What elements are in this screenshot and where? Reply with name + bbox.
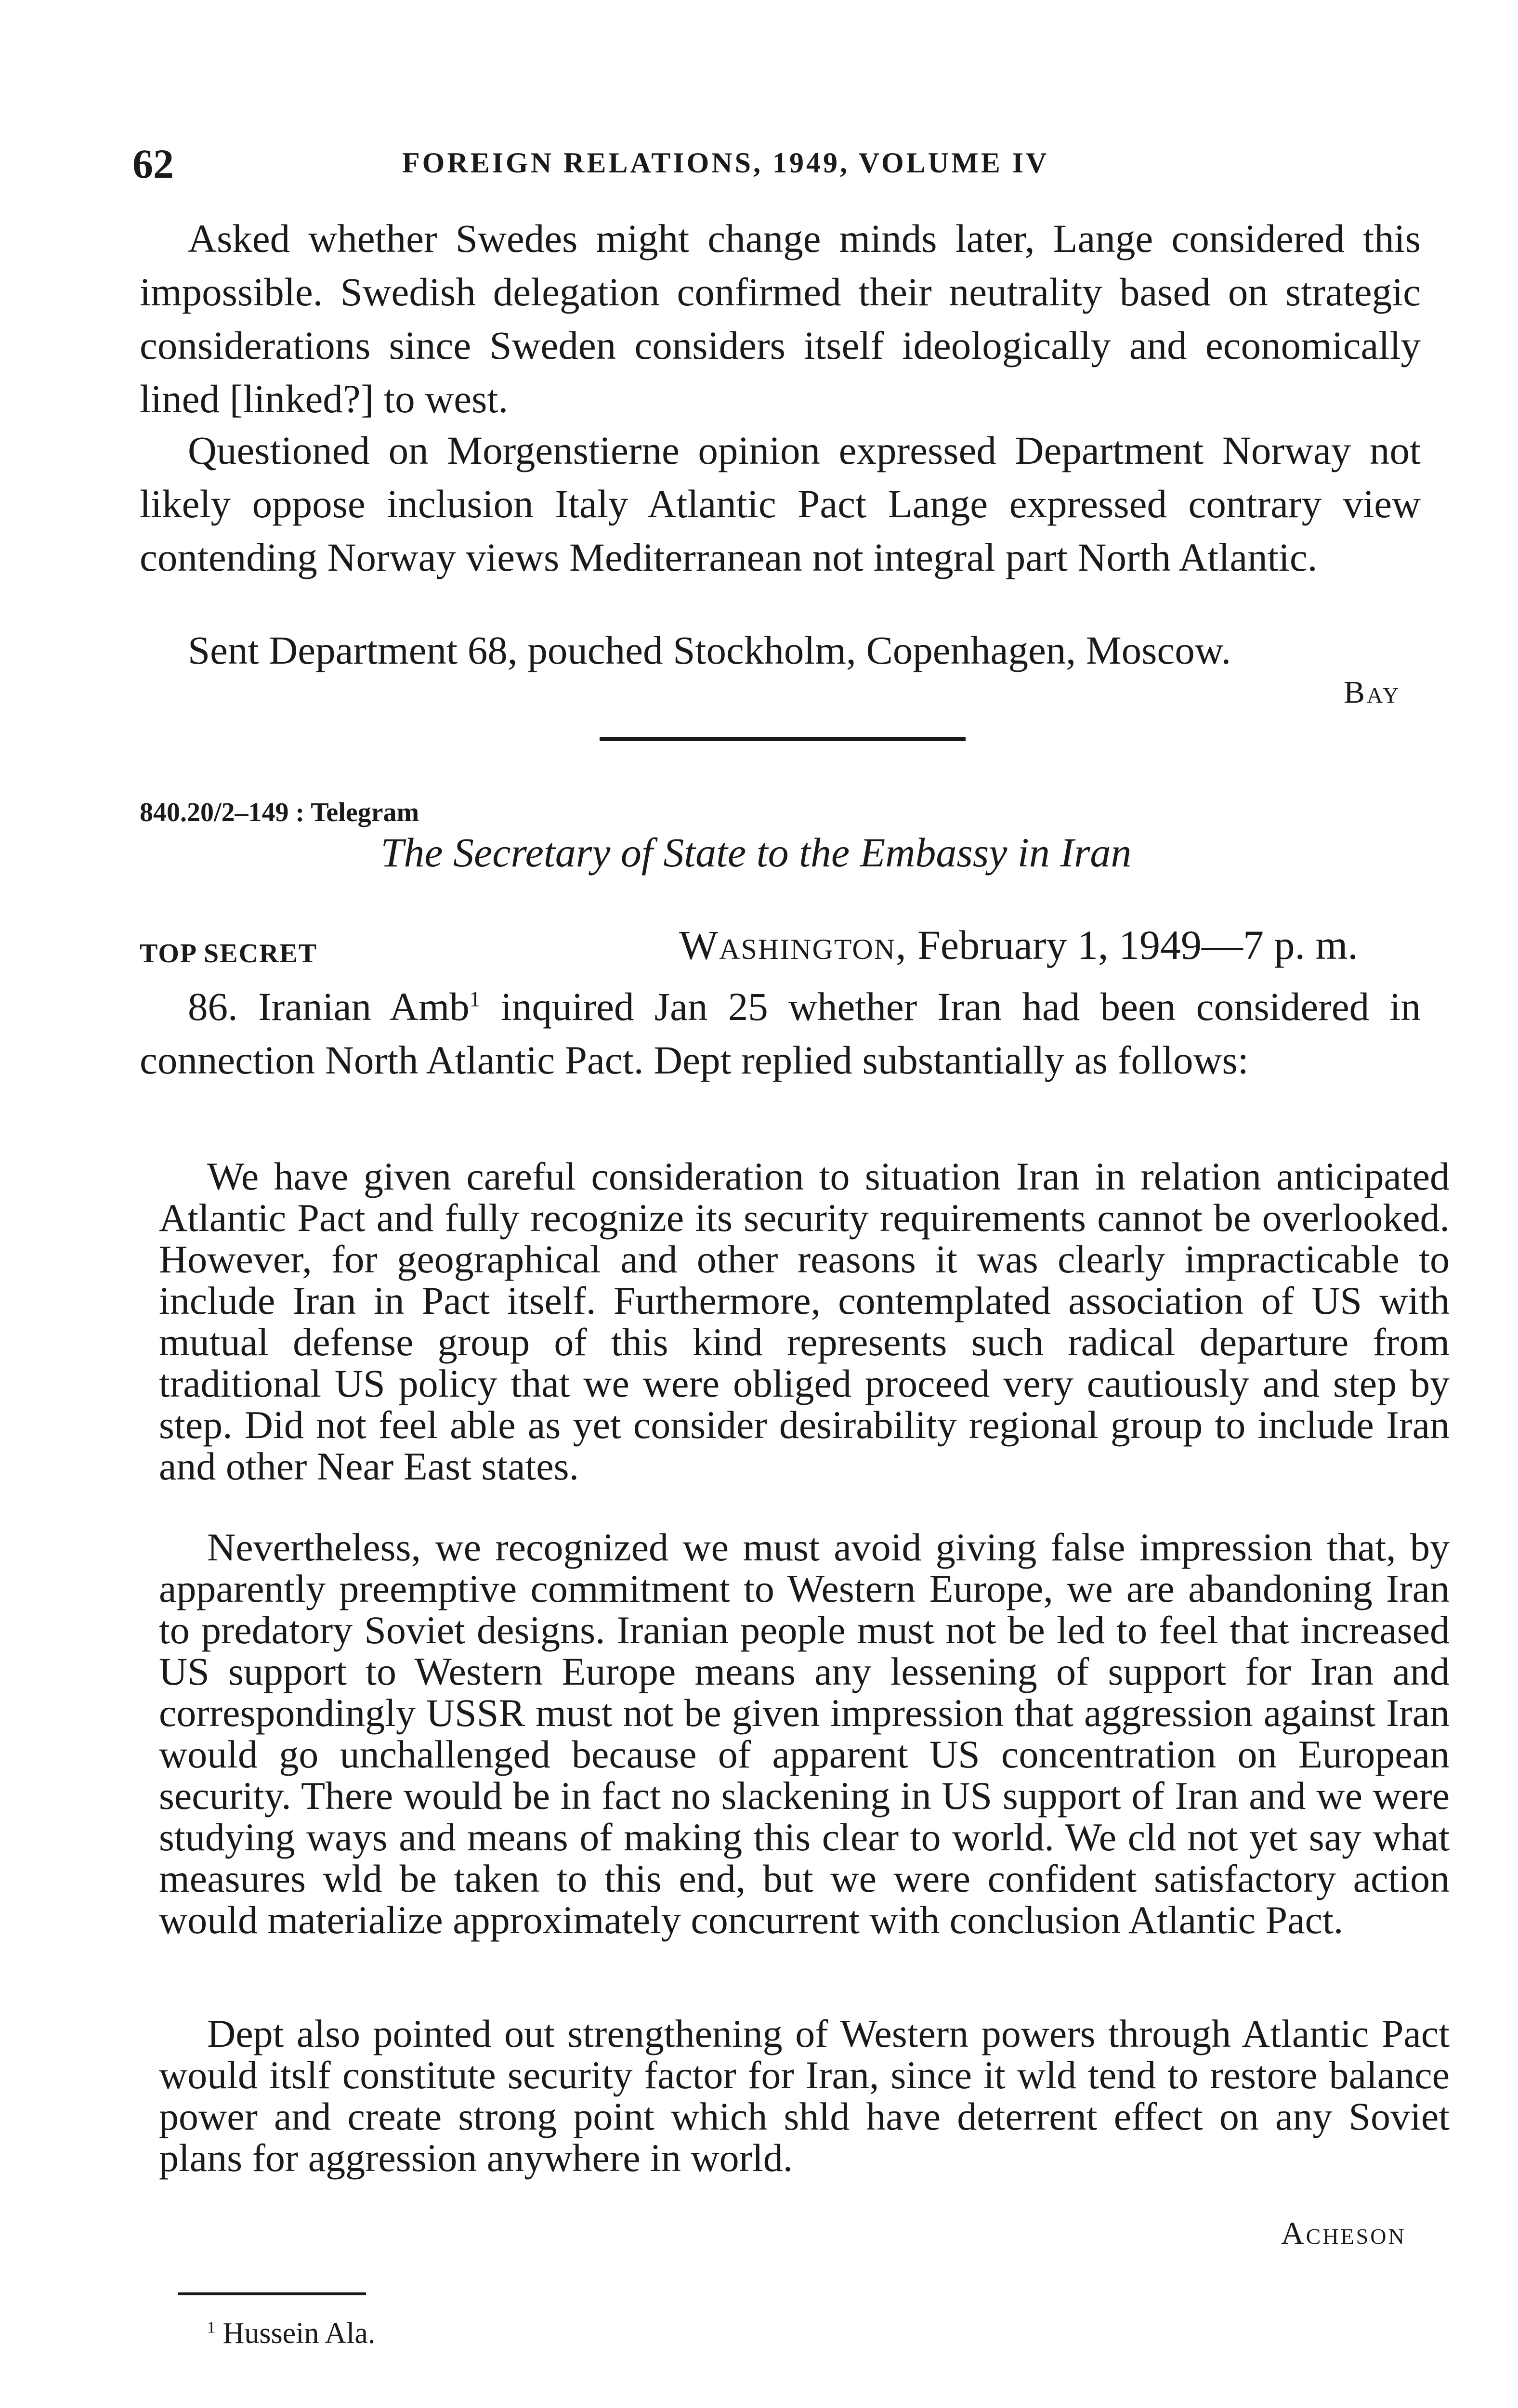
footnote-rule <box>178 2292 366 2295</box>
signature: Acheson <box>1281 2216 1406 2251</box>
document-title: The Secretary of State to the Embassy in Iran <box>380 829 1132 876</box>
prior-paragraph-2: Questioned on Morgenstierne opinion expressed Department Norway not likely oppose inclusion Italy Atlantic Pact Lange expressed contrary view contending Norway views Mediterranean not integral part North Atlantic. <box>140 428 1421 579</box>
page-number: 62 <box>132 141 174 187</box>
footnote-reference: 1 <box>469 986 481 1011</box>
dateline <box>679 921 1358 969</box>
dateline-date: February 1, 1949—7 p. m. <box>917 922 1358 968</box>
classification: TOP SECRET <box>140 939 318 968</box>
quoted-paragraph-3: Dept also pointed out strengthening of Western powers through Atlantic Pact would itslf constitute security factor for Iran, since it wld tend to restore balance power and create strong point which shld have deterrent effect on any Soviet plans for aggression anywhere in world. <box>159 2012 1450 2180</box>
opening-text-start: 86. Iranian Amb <box>188 984 470 1029</box>
prior-signature: Bay <box>1344 675 1401 710</box>
dateline-place: Washington, <box>679 922 907 968</box>
opening-paragraph <box>140 980 1421 1087</box>
footnote-marker: 1 <box>207 2318 216 2337</box>
prior-paragraph-1: Asked whether Swedes might change minds later, Lange considered this impossible. Swedish delegation confirmed their neutrality based on strategic considerations since Sweden considers itself ideologically and economically lined [linked?] to west. <box>140 216 1421 421</box>
running-head <box>132 140 1433 193</box>
file-number: 840.20/2–149 : Telegram <box>140 798 419 827</box>
opening-text-end: inquired Jan 25 whether Iran had been considered in connection North Atlantic Pact. Dept replied substantially as follows: <box>140 984 1421 1082</box>
quoted-paragraph-1: We have given careful consideration to situation Iran in relation anticipated Atlantic Pact and fully recognize its security requirements cannot be overlooked. However, for geographical and other reasons it was clearly impracticable to include Iran in Pact itself. Furthermore, contemplated association of US with mutual defense group of this kind represents such radical departure from traditional US policy that we were obliged proceed very cautiously and step by step. Did not feel able as yet consider desirability regional group to include Iran and other Near East states. <box>159 1154 1450 1488</box>
quoted-paragraph-2: Nevertheless, we recognized we must avoid giving false impression that, by apparently preemptive commitment to Western Europe, we are abandoning Iran to predatory Soviet designs. Iranian people must not be led to feel that increased US support to Western Europe means any lessening of support for Iran and correspondingly USSR must not be given impression that aggression against Iran would go unchallenged because of apparent US concentration on European security. There would be in fact no slackening in US support of Iran and we were studying ways and means of making this clear to world. We cld not yet say what measures wld be taken to this end, but we were confident satisfactory action would materialize approximately concurrent with conclusion Atlantic Pact. <box>159 1525 1450 1942</box>
footnote-text: Hussein Ala. <box>222 2317 376 2350</box>
prior-paragraph-3: Sent Department 68, pouched Stockholm, Copenhagen, Moscow. <box>188 628 1231 672</box>
section-divider <box>600 737 966 741</box>
footnote <box>207 2316 375 2351</box>
running-title: FOREIGN RELATIONS, 1949, VOLUME IV <box>402 147 1049 179</box>
